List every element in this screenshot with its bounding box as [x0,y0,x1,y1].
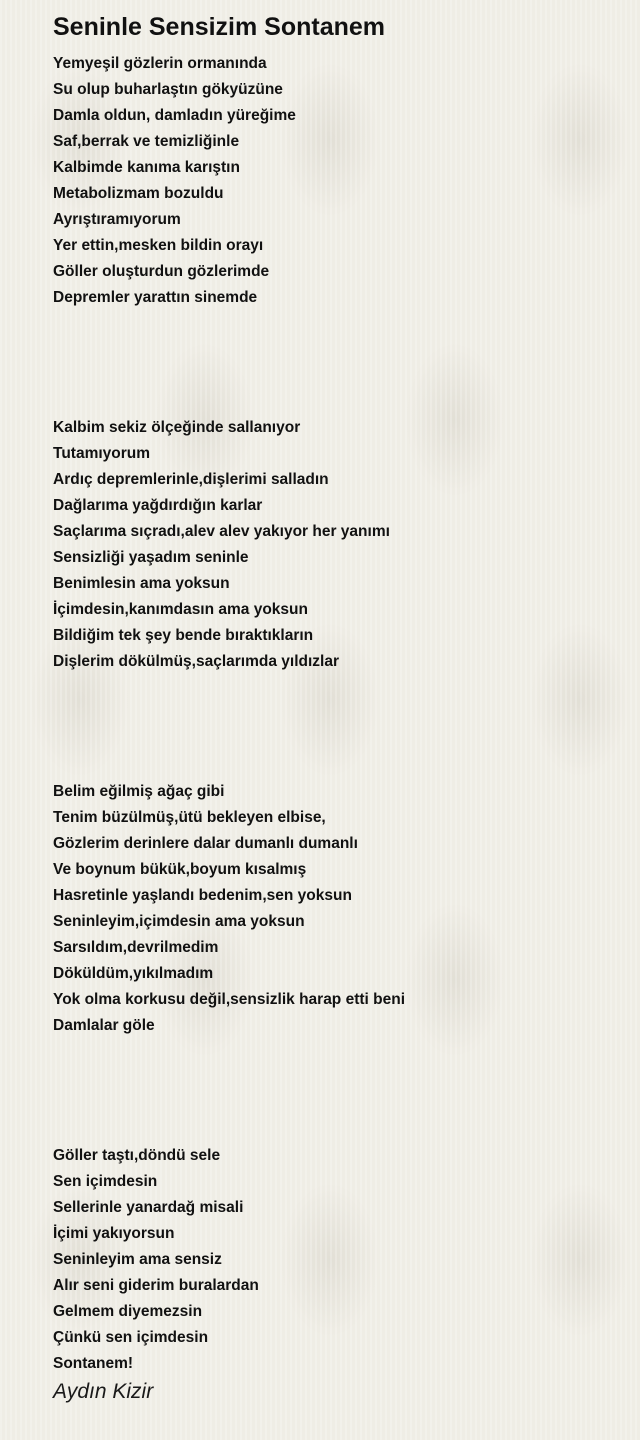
poem-line: Yer ettin,mesken bildin orayı [53,237,264,254]
poem-line: Dişlerim dökülmüş,saçlarımda yıldızlar [53,653,340,670]
poem-line: Seninleyim,içimdesin ama yoksun [53,913,305,930]
poem-line: Metabolizmam bozuldu [53,185,224,202]
poem-title: Seninle Sensizim Sontanem [53,13,386,41]
poem-line: Saf,berrak ve temizliğinle [53,133,240,150]
poem-line: Bildiğim tek şey bende bıraktıkların [53,627,314,644]
poem-line: Damlalar göle [53,1017,155,1034]
stanza-4 [53,1143,633,1377]
poem-line: Göller taştı,döndü sele [53,1147,221,1164]
poem-line: Ardıç depremlerinle,dişlerimi salladın [53,471,329,488]
poem-line: Kalbim sekiz ölçeğinde sallanıyor [53,419,301,436]
poem-line: Tenim büzülmüş,ütü bekleyen elbise, [53,809,326,826]
poem-line: Çünkü sen içimdesin [53,1329,209,1346]
poem-line: İçimdesin,kanımdasın ama yoksun [53,601,308,618]
poem-line: Dağlarıma yağdırdığın karlar [53,497,263,514]
poem-line: Gözlerim derinlere dalar dumanlı dumanlı [53,835,358,852]
poem-line: Sarsıldım,devrilmedim [53,939,219,956]
stanza-3 [53,779,633,1039]
poem-line: Benimlesin ama yoksun [53,575,230,592]
poem-line: Su olup buharlaştın gökyüzüne [53,81,283,98]
stanza-1 [53,51,633,311]
poem-line: Sontanem! [53,1355,134,1372]
poem-line: Döküldüm,yıkılmadım [53,965,214,982]
poem-line: Depremler yarattın sinemde [53,289,258,306]
poem-line: Ve boynum bükük,boyum kısalmış [53,861,307,878]
poem-line: Tutamıyorum [53,445,151,462]
poem-line: Seninleyim ama sensiz [53,1251,222,1268]
poem-line: Hasretinle yaşlandı bedenim,sen yoksun [53,887,352,904]
poem-line: Saçlarıma sıçradı,alev alev yakıyor her yanımı [53,523,390,540]
poem-line: Yok olma korkusu değil,sensizlik harap etti beni [53,991,406,1008]
poem-line: Sen içimdesin [53,1173,158,1190]
poem-author: Aydın Kizir [53,1380,154,1403]
poem-body [53,51,633,1377]
poem-line: Gelmem diyemezsin [53,1303,203,1320]
poem-line: Sensizliği yaşadım seninle [53,549,249,566]
poem-line: Sellerinle yanardağ misali [53,1199,244,1216]
stanza-2 [53,415,633,675]
poem-line: İçimi yakıyorsun [53,1225,175,1242]
poem-line: Alır seni giderim buralardan [53,1277,259,1294]
poem-line: Belim eğilmiş ağaç gibi [53,783,225,800]
poem-line: Göller oluşturdun gözlerimde [53,263,270,280]
poem-line: Damla oldun, damladın yüreğime [53,107,296,124]
poem-line: Ayrıştıramıyorum [53,211,181,228]
poem-line: Kalbimde kanıma karıştın [53,159,240,176]
poem-line: Yemyeşil gözlerin ormanında [53,55,267,72]
